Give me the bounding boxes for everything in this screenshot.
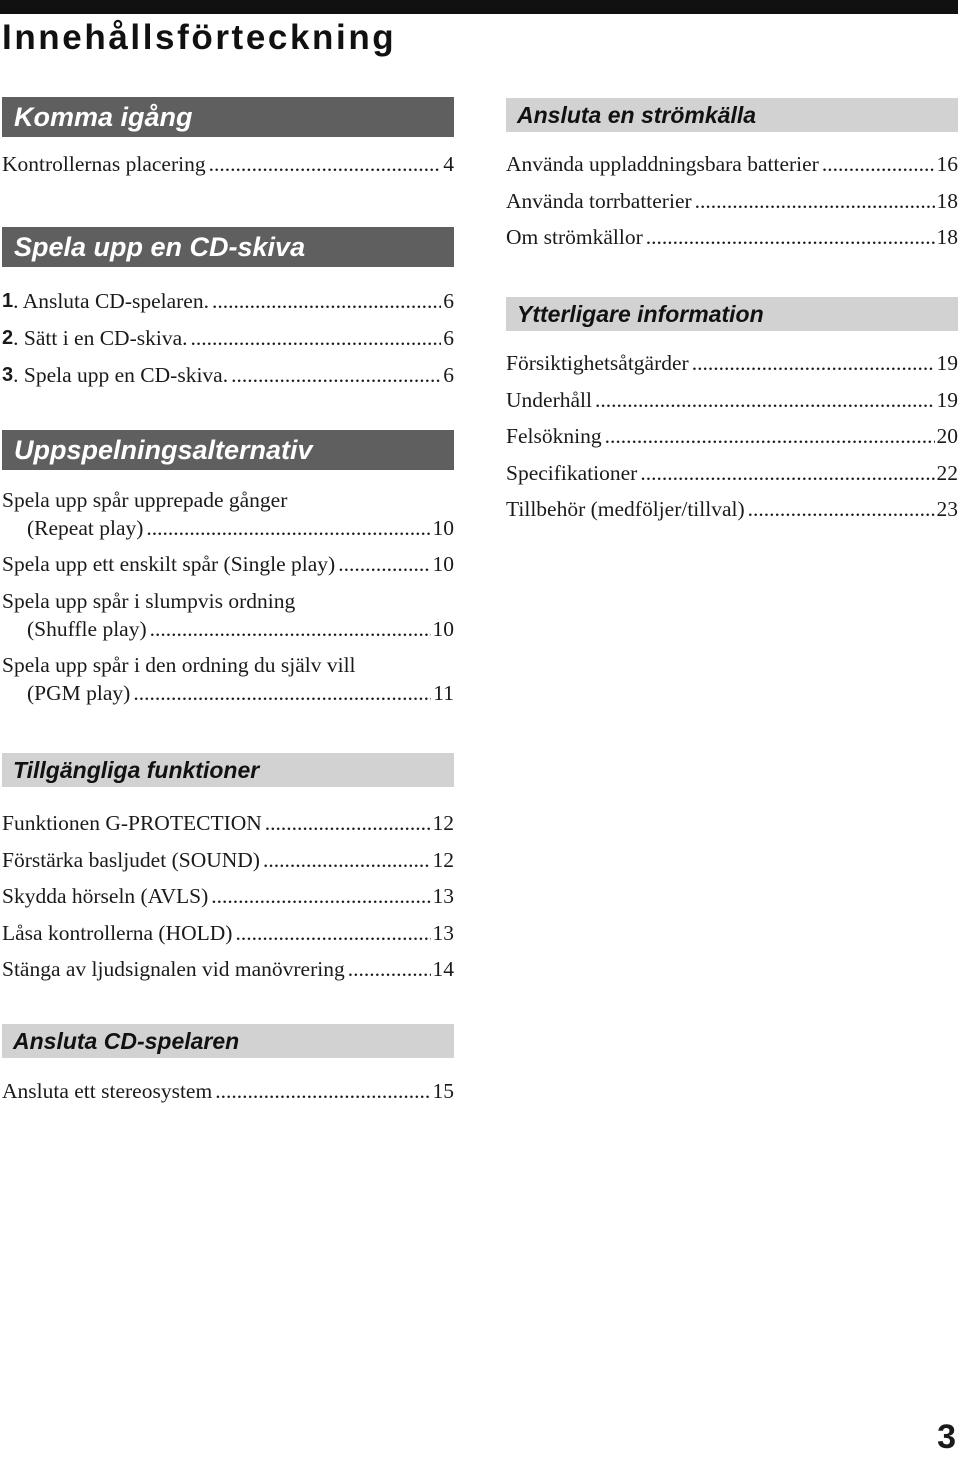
dot-leader bbox=[819, 146, 935, 183]
toc-entry-text: Spela upp spår i den ordning du själv vill bbox=[2, 653, 356, 677]
dot-leader bbox=[262, 805, 431, 842]
toc-entry-page: 18 bbox=[936, 225, 958, 249]
toc-entry[interactable] bbox=[2, 915, 454, 952]
dot-leader bbox=[345, 951, 431, 988]
toc-entry-page: 19 bbox=[936, 351, 958, 375]
toc-entry-page: 10 bbox=[432, 516, 454, 540]
toc-entry[interactable] bbox=[506, 491, 958, 528]
toc-entry-page: 11 bbox=[433, 681, 454, 705]
toc-entry[interactable] bbox=[506, 345, 958, 382]
toc-entry-text: Låsa kontrollerna (HOLD) bbox=[2, 920, 233, 945]
toc-entry-text: Använda uppladdningsbara batterier bbox=[506, 152, 819, 176]
dot-leader bbox=[335, 551, 430, 578]
toc-entry-page: 13 bbox=[432, 884, 454, 908]
section-heading: Ansluta CD-spelaren bbox=[2, 1024, 454, 1058]
toc-entry-text: Stänga av ljudsignalen vid manövrering bbox=[2, 957, 345, 981]
toc-entry-page: 19 bbox=[936, 387, 958, 412]
toc-entry-text: Ansluta ett stereosystem bbox=[2, 1079, 213, 1103]
dot-leader bbox=[602, 418, 935, 455]
dot-leader bbox=[689, 345, 935, 382]
toc-entry[interactable] bbox=[2, 1076, 454, 1106]
page-number: 3 bbox=[937, 1418, 956, 1456]
toc-entry-page: 6 bbox=[443, 363, 454, 387]
toc-entry-text-continued: (Repeat play) bbox=[27, 516, 144, 540]
toc-entry[interactable] bbox=[2, 587, 454, 643]
toc-entry[interactable] bbox=[506, 382, 958, 419]
step-number: 3 bbox=[2, 364, 14, 386]
section-tillgangliga-funktioner bbox=[2, 753, 454, 988]
page-title: Innehållsförteckning bbox=[2, 18, 397, 57]
toc-entry[interactable] bbox=[2, 283, 454, 320]
toc-entry[interactable] bbox=[506, 219, 958, 256]
toc-entry[interactable] bbox=[2, 357, 454, 394]
dot-leader bbox=[209, 283, 441, 320]
toc-entry-text: . Sätt i en CD-skiva. bbox=[13, 326, 188, 350]
toc-entry-page: 6 bbox=[443, 289, 454, 313]
dot-leader bbox=[212, 1076, 430, 1106]
dot-leader bbox=[130, 679, 431, 707]
dot-leader bbox=[206, 151, 442, 178]
toc-entry[interactable] bbox=[506, 418, 958, 455]
toc-entry[interactable] bbox=[2, 805, 454, 842]
dot-leader bbox=[637, 455, 934, 492]
section-heading: Komma igång bbox=[2, 97, 454, 137]
toc-entry-text: Kontrollernas placering bbox=[2, 152, 206, 176]
toc-entry-page: 14 bbox=[432, 957, 454, 981]
dot-leader bbox=[232, 915, 430, 952]
dot-leader bbox=[260, 842, 431, 879]
dot-leader bbox=[745, 491, 935, 528]
toc-entry-page: 15 bbox=[432, 1079, 454, 1103]
section-ytterligare-information bbox=[506, 297, 958, 528]
step-number: 1 bbox=[2, 290, 14, 312]
toc-entry[interactable] bbox=[2, 320, 454, 357]
toc-entry[interactable] bbox=[2, 151, 454, 178]
toc-entry-text: . Ansluta CD-spelaren. bbox=[13, 289, 209, 313]
step-number: 2 bbox=[2, 327, 14, 349]
toc-entry-text: Spela upp spår i slumpvis ordning bbox=[2, 589, 296, 613]
toc-entry[interactable] bbox=[2, 486, 454, 542]
toc-entry-text: Spela upp spår upprepade gånger bbox=[2, 488, 288, 512]
toc-entry-page: 10 bbox=[432, 552, 454, 576]
toc-entry-text: Om strömkällor bbox=[506, 225, 643, 249]
toc-entry-page: 13 bbox=[432, 920, 454, 945]
dot-leader bbox=[147, 615, 431, 643]
toc-entry-text: Förstärka basljudet (SOUND) bbox=[2, 847, 260, 872]
section-ansluta-stromkalla bbox=[506, 98, 958, 256]
toc-entry[interactable] bbox=[506, 146, 958, 183]
dot-leader bbox=[143, 514, 430, 542]
toc-entry[interactable] bbox=[2, 878, 454, 915]
toc-entry-page: 22 bbox=[936, 460, 958, 485]
section-heading: Spela upp en CD-skiva bbox=[2, 227, 454, 267]
toc-entry[interactable] bbox=[2, 551, 454, 578]
top-rule bbox=[0, 0, 958, 14]
toc-entry[interactable] bbox=[2, 951, 454, 988]
section-komma-igang bbox=[2, 97, 454, 178]
dot-leader bbox=[692, 183, 935, 220]
toc-entry[interactable] bbox=[2, 651, 454, 707]
section-ansluta-cd-spelaren bbox=[2, 1024, 454, 1106]
toc-entry-text: Funktionen G-PROTECTION bbox=[2, 811, 262, 835]
toc-entry[interactable] bbox=[506, 183, 958, 220]
dot-leader bbox=[228, 357, 441, 394]
section-heading: Tillgängliga funktioner bbox=[2, 753, 454, 787]
toc-entry-page: 16 bbox=[936, 152, 958, 176]
dot-leader bbox=[592, 382, 935, 419]
toc-entry-page: 4 bbox=[443, 152, 454, 176]
toc-entry-text: . Spela upp en CD-skiva. bbox=[13, 363, 229, 387]
toc-entry-text: Spela upp ett enskilt spår (Single play) bbox=[2, 552, 336, 576]
toc-entry[interactable] bbox=[2, 842, 454, 879]
toc-entry-page: 23 bbox=[936, 497, 958, 521]
dot-leader bbox=[208, 878, 430, 915]
toc-entry-text: Tillbehör (medföljer/tillval) bbox=[506, 497, 745, 521]
toc-entry-text: Försiktighetsåtgärder bbox=[506, 351, 689, 375]
section-heading: Uppspelningsalternativ bbox=[2, 430, 454, 470]
toc-entry-text: Specifikationer bbox=[506, 460, 638, 485]
dot-leader bbox=[188, 320, 442, 357]
toc-entry[interactable] bbox=[506, 455, 958, 492]
section-heading: Ansluta en strömkälla bbox=[506, 98, 958, 132]
section-heading: Ytterligare information bbox=[506, 297, 958, 331]
section-uppspelningsalternativ bbox=[2, 430, 454, 707]
toc-entry-page: 6 bbox=[443, 326, 454, 350]
toc-entry-page: 10 bbox=[432, 617, 454, 641]
toc-entry-text-continued: (Shuffle play) bbox=[27, 617, 147, 641]
toc-entry-text-continued: (PGM play) bbox=[27, 681, 131, 705]
section-spela-upp bbox=[2, 227, 454, 394]
toc-entry-text: Underhåll bbox=[506, 387, 592, 412]
toc-entry-page: 12 bbox=[432, 847, 454, 872]
toc-entry-page: 18 bbox=[936, 188, 958, 213]
dot-leader bbox=[643, 219, 935, 256]
toc-entry-page: 12 bbox=[432, 811, 454, 835]
toc-entry-text: Skydda hörseln (AVLS) bbox=[2, 884, 209, 908]
toc-entry-page: 20 bbox=[936, 424, 958, 448]
toc-entry-text: Använda torrbatterier bbox=[506, 188, 692, 213]
toc-entry-text: Felsökning bbox=[506, 424, 602, 448]
